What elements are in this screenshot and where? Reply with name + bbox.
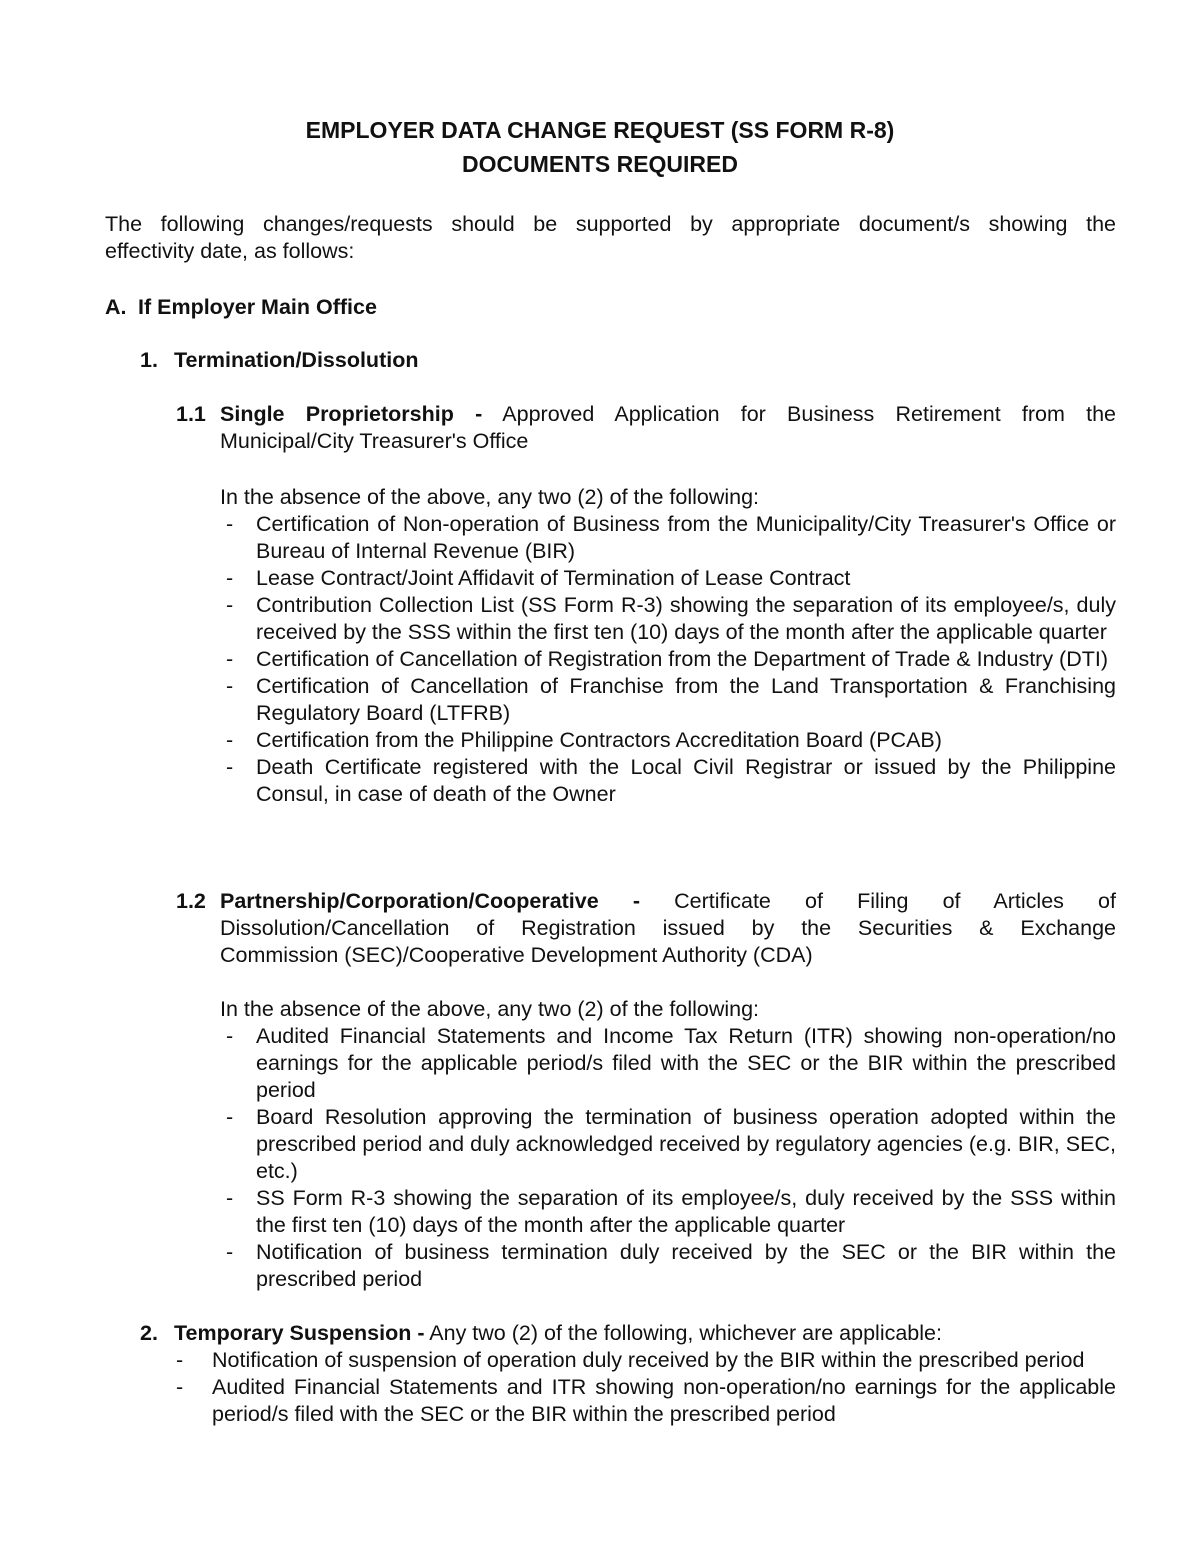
section-a-heading: [105, 294, 377, 321]
subsection-1-2-list: [220, 1023, 1116, 1293]
section-2-heading: [174, 1320, 1116, 1347]
subsection-1-2-absence: [220, 996, 1116, 1293]
section-a-title: If Employer Main Office: [138, 295, 377, 319]
intro-line-2: effectivity date, as follows:: [105, 239, 355, 263]
subsection-1-2-title: Partnership/Corporation/Cooperative -: [220, 889, 640, 913]
subsection-1-2: [176, 888, 1116, 969]
list-item: - Certification from the Philippine Contractors Accreditation Board (PCAB): [220, 727, 1116, 754]
list-item: - Board Resolution approving the termination of business operation adopted within the prescribed period and duly acknowledged received by regulatory agencies (e.g. BIR, SEC, etc.): [220, 1104, 1116, 1185]
section-2-text: Any two (2) of the following, whichever are applicable:: [429, 1321, 942, 1345]
list-item: - Lease Contract/Joint Affidavit of Termination of Lease Contract: [220, 565, 1116, 592]
subsection-1-2-text: Certificate of Filing of Articles of: [674, 889, 1116, 913]
subsection-1-1-line-1: [220, 401, 1116, 428]
section-1-heading: [140, 347, 418, 374]
section-2-title: Temporary Suspension -: [174, 1321, 425, 1345]
title-line-2: DOCUMENTS REQUIRED: [461, 151, 738, 177]
section-1-title: Termination/Dissolution: [174, 348, 419, 372]
subsection-1-2-line-3: Commission (SEC)/Cooperative Development Authority (CDA): [220, 943, 813, 967]
section-2: [140, 1320, 1116, 1428]
subsection-1-1-line-2: Municipal/City Treasurer's Office: [220, 429, 529, 453]
subsection-1-2-line-2: Dissolution/Cancellation of Registration issued by the Securities & Exchange: [220, 916, 1116, 940]
subsection-1-1-absence-intro: In the absence of the above, any two (2) of the following:: [220, 485, 760, 509]
subsection-1-2-number: 1.2: [176, 889, 206, 913]
list-item: - Notification of business termination duly received by the SEC or the BIR within the prescribed period: [220, 1239, 1116, 1293]
subsection-1-2-absence-intro: In the absence of the above, any two (2) of the following:: [220, 997, 760, 1021]
title-line-1: EMPLOYER DATA CHANGE REQUEST (SS FORM R-8): [305, 117, 895, 143]
list-item: - Notification of suspension of operation duly received by the BIR within the prescribed period: [140, 1347, 1116, 1374]
subsection-1-1-text: Approved Application for Business Retirement from the: [502, 402, 1116, 426]
section-2-list: [140, 1347, 1116, 1428]
section-a-label: A.: [105, 295, 127, 319]
list-item: - Audited Financial Statements and Income Tax Return (ITR) showing non-operation/no earnings for the applicable period/s filed with the SEC or the BIR within the prescribed period: [220, 1023, 1116, 1104]
document-title: [0, 113, 1200, 181]
subsection-1-1-absence: [220, 484, 1116, 808]
subsection-1-1-title: Single Proprietorship -: [220, 402, 483, 426]
list-item: - Death Certificate registered with the Local Civil Registrar or issued by the Philippine Consul, in case of death of the Owner: [220, 754, 1116, 808]
subsection-1-1-list: [220, 511, 1116, 808]
list-item: - Certification of Non-operation of Business from the Municipality/City Treasurer's Office or Bureau of Internal Revenue (BIR): [220, 511, 1116, 565]
list-item: - Audited Financial Statements and ITR showing non-operation/no earnings for the applicable period/s filed with the SEC or the BIR within the prescribed period: [140, 1374, 1116, 1428]
list-item: - SS Form R-3 showing the separation of its employee/s, duly received by the SSS within the first ten (10) days of the month after the applicable quarter: [220, 1185, 1116, 1239]
section-2-label: 2.: [140, 1321, 158, 1345]
list-item: - Certification of Cancellation of Registration from the Department of Trade & Industry (DTI): [220, 646, 1116, 673]
intro-paragraph: [105, 211, 1116, 265]
subsection-1-1-number: 1.1: [176, 402, 206, 426]
section-1-label: 1.: [140, 348, 158, 372]
list-item: - Certification of Cancellation of Franchise from the Land Transportation & Franchising Regulatory Board (LTFRB): [220, 673, 1116, 727]
subsection-1-1: [176, 401, 1116, 455]
subsection-1-2-line-1: [220, 888, 1116, 915]
list-item: - Contribution Collection List (SS Form R-3) showing the separation of its employee/s, duly received by the SSS within the first ten (10) days of the month after the applicable quarter: [220, 592, 1116, 646]
intro-line-1: The following changes/requests should be supported by appropriate document/s showing the: [105, 212, 1116, 236]
